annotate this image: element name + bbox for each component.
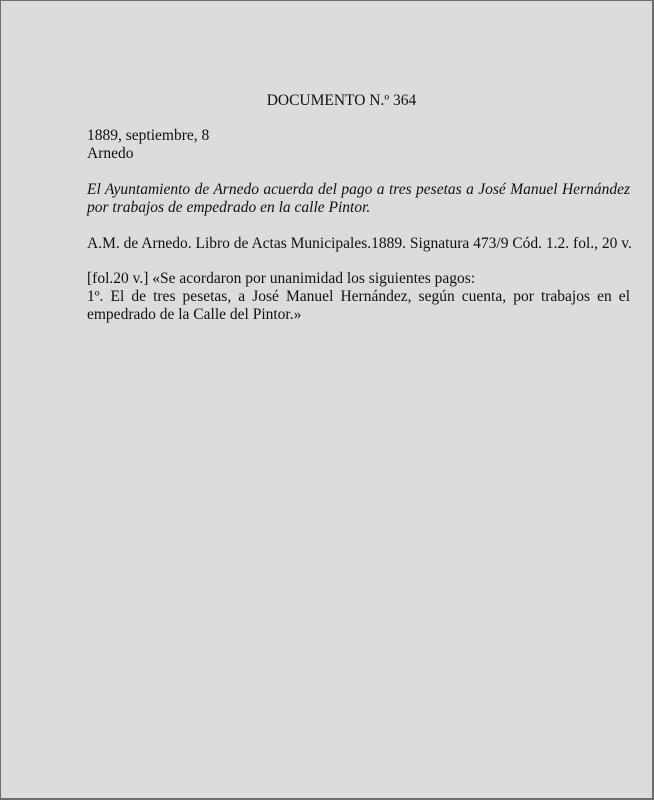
document-place: Arnedo [87,145,134,162]
source-line: A.M. de Arnedo. Libro de Actas Municipales.1889. Signatura 473/9 Cód. 1.2. fol., 20 v. [87,235,632,252]
document-date: 1889, septiembre, 8 [87,127,210,144]
document-title: DOCUMENTO N.º 364 [266,92,417,109]
body-line-1: [fol.20 v.] «Se acordaron por unanimidad los siguientes pagos: [87,270,476,287]
body-line-3: empedrado de la Calle del Pintor.» [87,306,302,323]
document-date-place [87,127,630,163]
summary-line-2: por trabajos de empedrado en la calle Pintor. [87,199,371,216]
document-body [87,270,630,324]
document-source [87,235,630,253]
summary-line-1: El Ayuntamiento de Arnedo acuerda del pago a tres pesetas a José Manuel Hernández [87,181,630,198]
document-summary [87,181,630,217]
body-line-2: 1º. El de tres pesetas, a José Manuel Hernández, según cuenta, por trabajos en el [87,288,630,305]
